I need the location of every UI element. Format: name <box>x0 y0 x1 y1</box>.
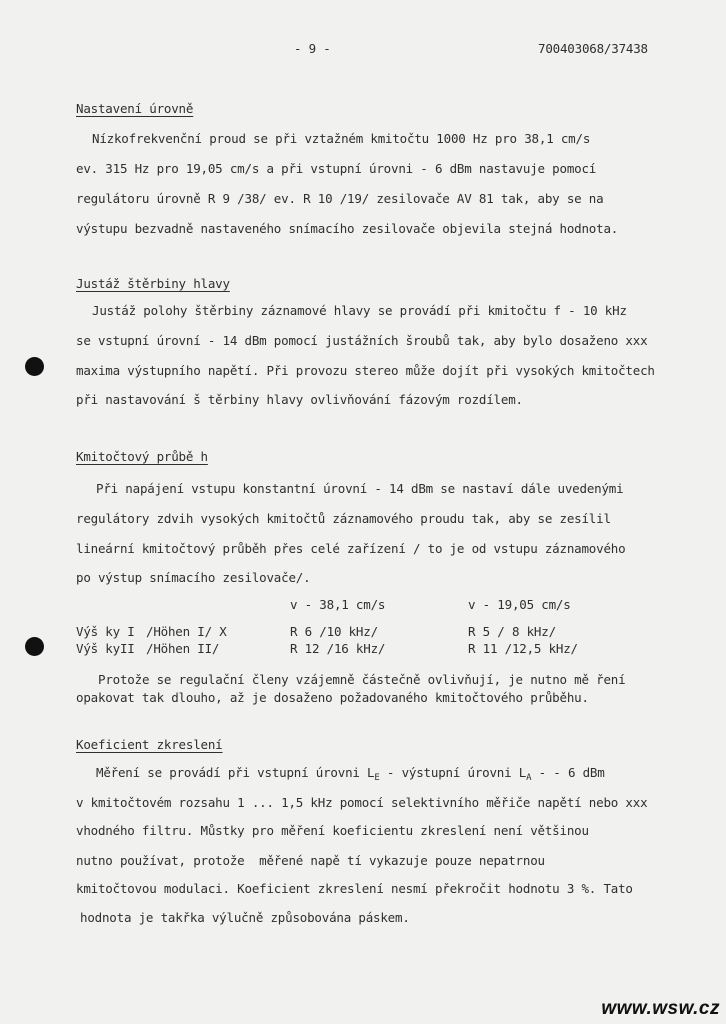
table-header-38: v - 38,1 cm/s <box>290 597 386 612</box>
text-line: maxima výstupního napětí. Při provozu stereo může dojít při vysokých kmitočtech <box>76 363 655 378</box>
text-fragment: - - 6 dBm <box>531 765 605 780</box>
section-heading-frequency-response: Kmitočtový průbě h <box>76 449 208 464</box>
section-heading-distortion-coefficient: Koeficient zkreslení <box>76 737 223 752</box>
table-row-label: Výš kyII <box>76 641 135 656</box>
text-line: Při napájení vstupu konstantní úrovní - 14 dBm se nastaví dále uvedenými <box>96 481 624 496</box>
section-heading-head-gap-alignment: Justáž štěrbiny hlavy <box>76 276 230 291</box>
text-line: ev. 315 Hz pro 19,05 cm/s a při vstupní úrovni - 6 dBm nastavuje pomocí <box>76 161 597 176</box>
document-code: 700403068/37438 <box>538 41 648 56</box>
text-line: vhodného filtru. Můstky pro měření koeficientu zkreslení není většinou <box>76 823 589 838</box>
text-line: nutno používat, protože měřené napě tí vykazuje pouze nepatrnou <box>76 853 545 868</box>
text-line: se vstupní úrovní - 14 dBm pomocí justážních šroubů tak, aby bylo dosaženo xxx <box>76 333 648 348</box>
table-header-19: v - 19,05 cm/s <box>468 597 571 612</box>
subscript-e: E <box>374 773 380 783</box>
text-line: opakovat tak dlouho, až je dosaženo požadovaného kmitočtového průběhu. <box>76 690 589 705</box>
text-line: regulátoru úrovně R 9 /38/ ev. R 10 /19/ zesilovače AV 81 tak, aby se na <box>76 191 604 206</box>
text-line-with-subscripts <box>96 765 605 786</box>
text-line: regulátory zdvih vysokých kmitočtů záznamového proudu tak, aby se zesílil <box>76 511 611 526</box>
table-cell: R 11 /12,5 kHz/ <box>468 641 578 656</box>
text-line: Protože se regulační členy vzájemně částečně ovlivňují, je nutno mě ření <box>98 672 626 687</box>
text-line: výstupu bezvadně nastaveného snímacího zesilovače objevila stejná hodnota. <box>76 221 619 236</box>
text-line: v kmitočtovém rozsahu 1 ... 1,5 kHz pomocí selektivního měřiče napětí nebo xxx <box>76 795 648 810</box>
text-line: kmitočtovou modulaci. Koeficient zkreslení nesmí překročit hodnotu 3 %. Tato <box>76 881 633 896</box>
section-heading-level-setting: Nastavení úrovně <box>76 101 194 116</box>
table-cell: R 6 /10 kHz/ <box>290 624 378 639</box>
text-line: po výstup snímacího zesilovače/. <box>76 570 311 585</box>
text-fragment: Měření se provádí při vstupní úrovni L <box>96 765 375 780</box>
table-row-sublabel: /Höhen II/ <box>146 641 220 656</box>
table-row-label: Výš ky I <box>76 624 135 639</box>
text-line: Nízkofrekvenční proud se při vztažném kmitočtu 1000 Hz pro 38,1 cm/s <box>92 131 591 146</box>
subscript-a: A <box>526 773 532 783</box>
watermark: www.wsw.cz <box>601 998 720 1019</box>
table-cell: R 12 /16 kHz/ <box>290 641 386 656</box>
page-number: - 9 - <box>294 41 331 56</box>
table-cell: R 5 / 8 kHz/ <box>468 624 556 639</box>
text-line: lineární kmitočtový průběh přes celé zařízení / to je od vstupu záznamového <box>76 541 626 556</box>
text-line: hodnota je takřka výlučně způsobována páskem. <box>80 910 410 925</box>
binder-hole <box>25 637 44 656</box>
binder-hole <box>25 357 44 376</box>
text-line: Justáž polohy štěrbiny záznamové hlavy se provádí při kmitočtu f - 10 kHz <box>92 303 627 318</box>
text-line: při nastavování š těrbiny hlavy ovlivňování fázovým rozdílem. <box>76 392 523 407</box>
text-fragment: - výstupní úrovni L <box>379 765 527 780</box>
table-row-sublabel: /Höhen I/ X <box>146 624 227 639</box>
